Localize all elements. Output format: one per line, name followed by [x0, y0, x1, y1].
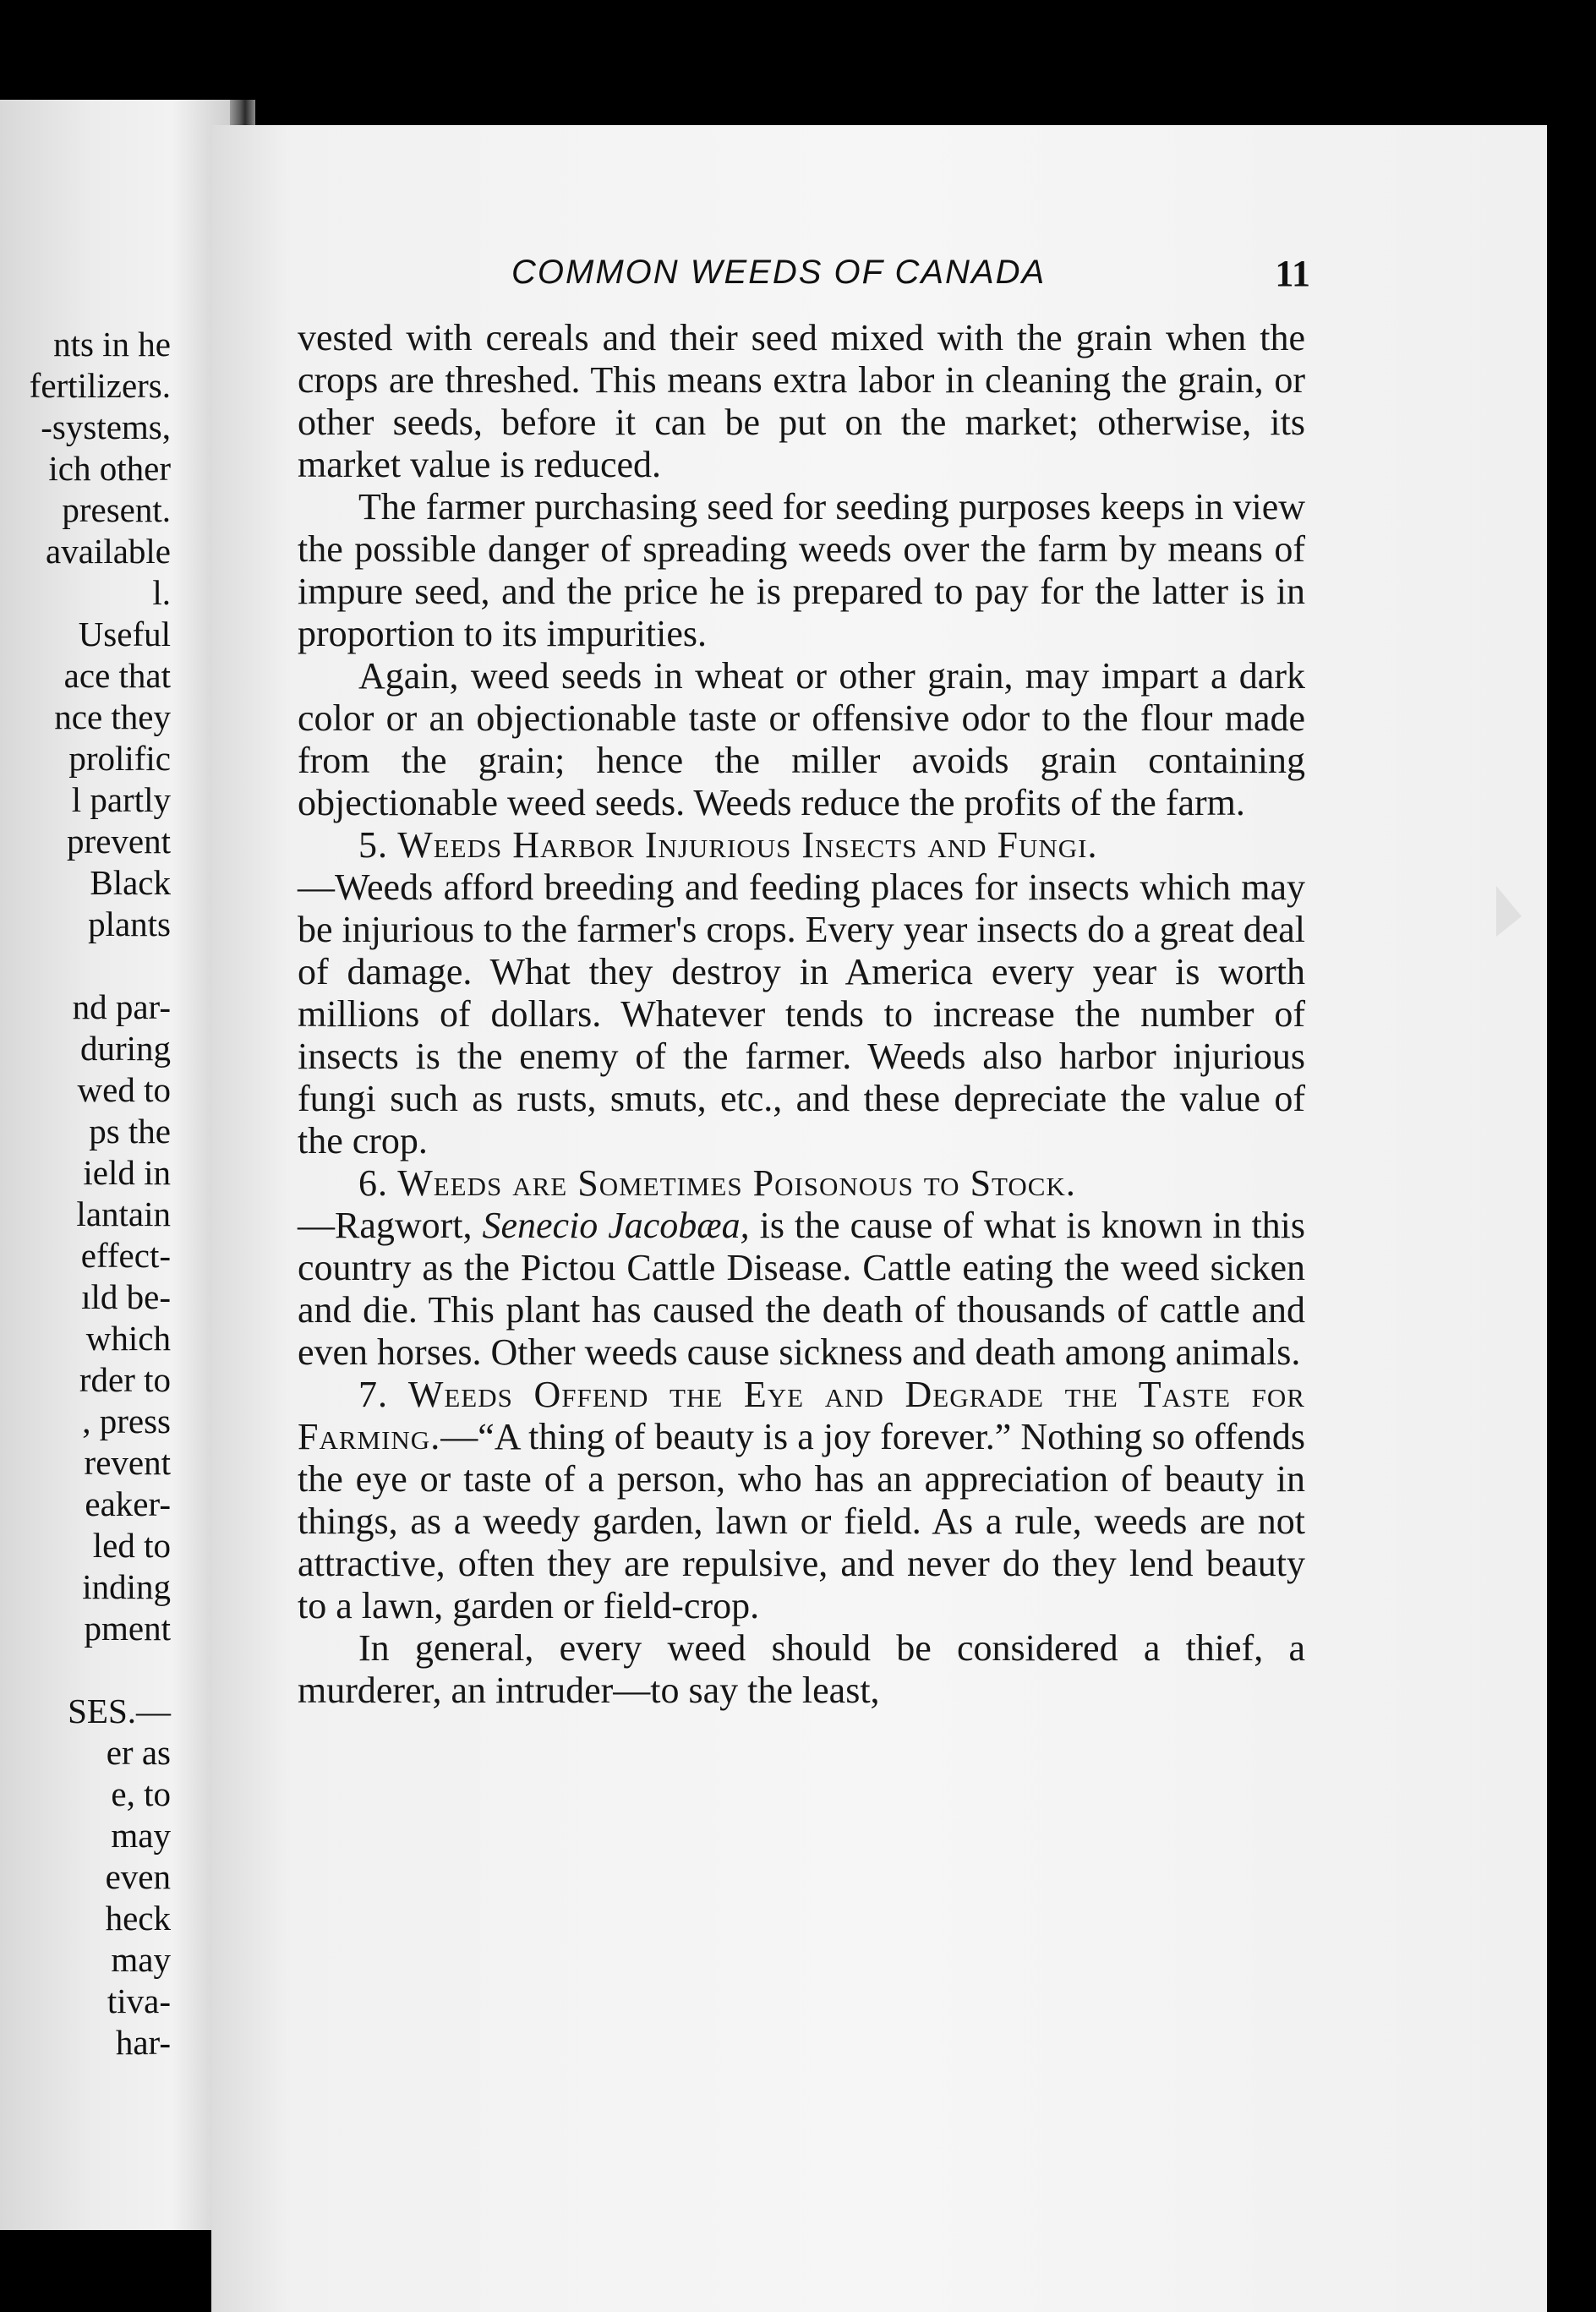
previous-page-line: har- — [115, 2023, 171, 2062]
paragraph-conclusion: In general, every weed should be considered a thief, a murderer, an intruder—to say the least, — [298, 1627, 1305, 1711]
paragraph-seed-purchasing: The farmer purchasing seed for seeding purposes keeps in view the possible danger of spreading weeds over the farm by means of impure seed, and the price he is prepared to pay for the latter is in proportion to its impurities. — [298, 486, 1305, 654]
previous-page-line: ield in — [83, 1153, 171, 1192]
section-6-text-b: is the cause of what is known in this country as the Pictou Cattle Disease. Cattle eating the weed sicken and die. This plant has caused the death of thousands of cattle and even horses. Other weeds cause sickness and death among animals. — [298, 1205, 1306, 1373]
previous-page-line: l partly — [71, 780, 171, 819]
section-6-heading: 6. Weeds are Sometimes Poisonous to Stock. — [358, 1162, 1076, 1204]
previous-page-line: er as — [106, 1733, 171, 1772]
section-7-heading: 7. Weeds Offend the Eye and Degrade the Taste for Farming. — [298, 1374, 1305, 1457]
previous-page-line: eaker- — [85, 1484, 171, 1523]
previous-page-line: Useful — [78, 615, 171, 653]
previous-page-line: tiva- — [107, 1981, 171, 2020]
previous-page-line: prolific — [68, 739, 171, 778]
paragraph-continued: vested with cereals and their seed mixed with the grain when the crops are threshed. This means extra labor in cleaning the grain, or other seeds, before it can be put on the market; otherwise, its market value is reduced. — [298, 317, 1305, 485]
previous-page-line: ıld be- — [81, 1277, 171, 1316]
previous-page-line: may — [111, 1940, 171, 1979]
previous-page-line: nts in he — [53, 325, 171, 363]
previous-page-line: rder to — [79, 1360, 171, 1399]
page-header — [300, 254, 1310, 304]
previous-page-line: e, to — [111, 1774, 171, 1813]
page-edge-tab — [1496, 886, 1522, 937]
previous-page-line: which — [85, 1319, 171, 1358]
previous-page-line: plants — [88, 905, 171, 943]
previous-page-line: heck — [105, 1899, 171, 1938]
section-6-text-a: —Ragwort, — [298, 1205, 473, 1246]
previous-page-line: SES.— — [68, 1692, 171, 1730]
previous-page — [0, 100, 230, 2230]
page-body — [298, 317, 1305, 1712]
section-5-heading: 5. Weeds Harbor Injurious Insects and Fungi. — [358, 824, 1098, 866]
previous-page-line: nd par- — [72, 987, 171, 1026]
previous-page-line: l. — [152, 573, 171, 612]
section-5-text: —Weeds afford breeding and feeding places for insects which may be injurious to the farmer's crops. Every year insects do a great deal of damage. What they destroy in America every year is worth millions of dollars. Whatever tends to increase the number of insects is the enemy of the farmer. Weeds also harbor injurious fungi such as rusts, smuts, etc., and these depreciate the value of the crop. — [298, 866, 1305, 1161]
previous-page-line: prevent — [67, 822, 171, 861]
previous-page-line: pment — [84, 1609, 171, 1648]
previous-page-line: ps the — [89, 1112, 171, 1151]
section-7 — [298, 1374, 1305, 1627]
previous-page-line: ace that — [63, 656, 171, 695]
previous-page-line: wed to — [77, 1070, 171, 1109]
section-5 — [298, 824, 1305, 1162]
previous-page-line: even — [105, 1857, 171, 1896]
previous-page-line: lantain — [76, 1194, 171, 1233]
page-number: 11 — [1275, 253, 1310, 294]
section-6 — [298, 1162, 1305, 1374]
previous-page-line: present. — [62, 490, 171, 529]
previous-page-line: , press — [82, 1402, 171, 1440]
previous-page-line: during — [79, 1029, 171, 1068]
previous-page-line: led to — [92, 1526, 171, 1565]
species-name: Senecio Jacobæa, — [482, 1205, 750, 1246]
previous-page-line: revent — [84, 1443, 171, 1482]
previous-page-line: -systems, — [41, 407, 171, 446]
previous-page-line: effect- — [80, 1236, 171, 1275]
previous-page-line: ich other — [48, 449, 171, 488]
section-7-text: —“A thing of beauty is a joy forever.” Nothing so offends the eye or taste of a person, who has an appreciation of beauty in things, as a weedy garden, lawn or field. As a rule, weeds are not attractive, often they are repulsive, and never do they lend beauty to a lawn, garden or field-crop. — [298, 1416, 1305, 1626]
previous-page-line: available — [46, 532, 171, 571]
previous-page-line: Black — [90, 863, 171, 902]
running-head: COMMON WEEDS OF CANADA — [511, 254, 1047, 291]
previous-page-line: fertilizers. — [29, 366, 171, 405]
previous-page-line: inding — [82, 1567, 171, 1606]
previous-page-line: nce they — [54, 697, 171, 736]
previous-page-line: may — [111, 1816, 171, 1855]
paragraph-weed-seeds-flour: Again, weed seeds in wheat or other grain, may impart a dark color or an objectionable taste or offensive odor to the flour made from the grain; hence the miller avoids grain containing objectionable weed seeds. Weeds reduce the profits of the farm. — [298, 655, 1305, 823]
